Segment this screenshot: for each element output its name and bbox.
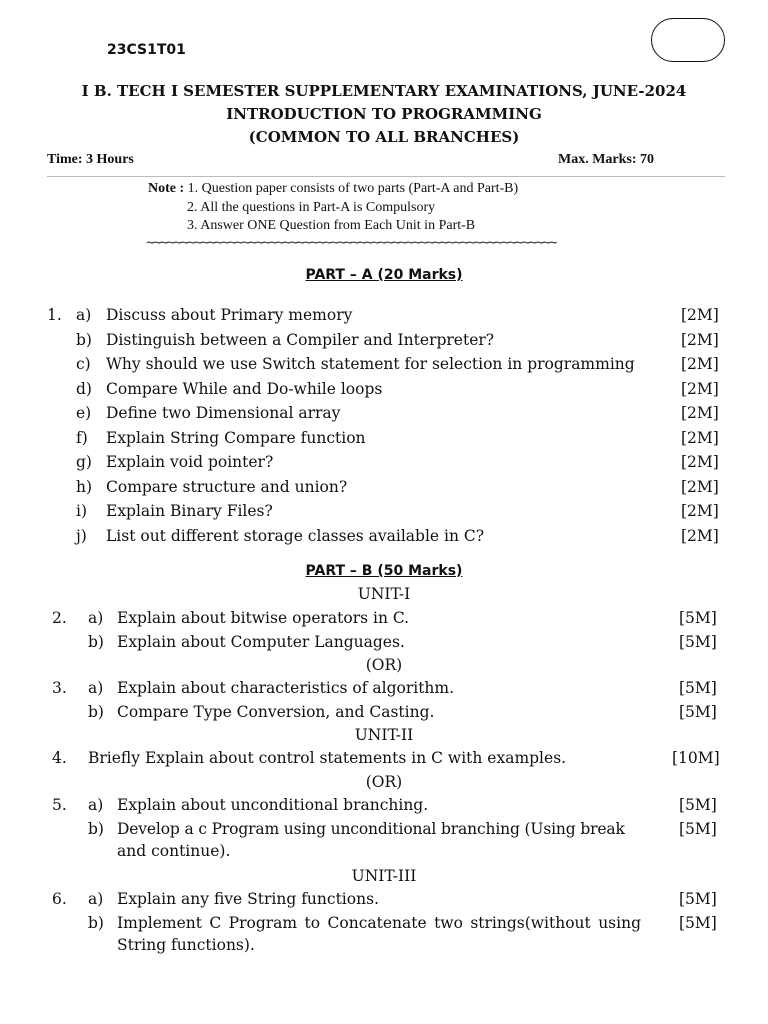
q5b-text-line-1: Develop a c Program using unconditional branching (Using break xyxy=(117,820,625,838)
q1-sub-label: a) xyxy=(76,306,92,324)
q1-sub-question-text: Distinguish between a Compiler and Interpreter? xyxy=(106,330,495,349)
q1-sub-marks: [2M] xyxy=(681,453,719,471)
note-text-1: 1. Question paper consists of two parts (Part-A and Part-B) xyxy=(187,181,519,196)
max-marks: Max. Marks: 70 xyxy=(558,152,655,167)
part-a-heading: PART – A (20 Marks) xyxy=(305,267,463,283)
q6b-text-line-1: Implement C Program to Concatenate two strings(without using xyxy=(117,914,641,932)
q6b-label: b) xyxy=(88,914,104,932)
or-divider-2: (OR) xyxy=(365,773,403,791)
q6b-text-line-2: String functions). xyxy=(117,936,255,954)
branch-note: (COMMON TO ALL BRANCHES) xyxy=(248,128,520,146)
q6b-marks: [5M] xyxy=(679,914,717,932)
roll-number-box xyxy=(651,18,725,62)
q1-sub-label: c) xyxy=(76,355,91,373)
q6a-text: Explain any five String functions. xyxy=(117,890,379,908)
q1-sub-marks: [2M] xyxy=(681,404,719,422)
q1-sub-marks: [2M] xyxy=(681,379,719,398)
unit-2-heading: UNIT-II xyxy=(354,726,414,744)
question-5-number: 5. xyxy=(52,796,67,814)
q3a-label: a) xyxy=(88,679,104,697)
q1-sub-question-text: Compare structure and union? xyxy=(106,477,348,496)
note-label: Note : xyxy=(148,181,185,196)
q5a-label: a) xyxy=(88,796,104,814)
q5a-marks: [5M] xyxy=(679,796,717,814)
q5b-label: b) xyxy=(88,820,104,838)
unit-3-heading: UNIT-III xyxy=(351,867,417,885)
q5b-text-line-2: and continue). xyxy=(117,842,231,860)
q6a-label: a) xyxy=(88,890,104,908)
q1-sub-marks: [2M] xyxy=(681,502,719,520)
part-b-heading: PART – B (50 Marks) xyxy=(305,563,463,579)
header-divider xyxy=(47,176,725,177)
q2b-label: b) xyxy=(88,633,104,651)
q1-sub-marks: [2M] xyxy=(681,355,719,373)
q2b-marks: [5M] xyxy=(679,633,717,651)
q1-sub-label: g) xyxy=(76,453,92,471)
q1-sub-question-text: Explain String Compare function xyxy=(106,428,366,447)
q2a-label: a) xyxy=(88,609,104,627)
instructions-line-2: 2. All the questions in Part-A is Compulsory xyxy=(187,200,436,215)
question-6-number: 6. xyxy=(52,890,67,908)
q1-sub-marks: [2M] xyxy=(681,428,719,447)
q3a-marks: [5M] xyxy=(679,679,717,697)
question-4-number: 4. xyxy=(52,749,67,767)
question-2-number: 2. xyxy=(52,609,67,627)
q2a-marks: [5M] xyxy=(679,609,717,627)
q5b-marks: [5M] xyxy=(679,820,717,838)
or-divider-1: (OR) xyxy=(365,656,403,674)
q4-text: Briefly Explain about control statements in C with examples. xyxy=(88,749,567,767)
q1-sub-question-text: List out different storage classes available in C? xyxy=(106,526,485,545)
q6a-marks: [5M] xyxy=(679,890,717,908)
q1-sub-label: d) xyxy=(76,379,92,398)
q3b-marks: [5M] xyxy=(679,703,717,721)
q1-sub-question-text: Define two Dimensional array xyxy=(106,404,341,422)
unit-1-heading: UNIT-I xyxy=(357,585,411,603)
instructions-line-3: 3. Answer ONE Question from Each Unit in Part-B xyxy=(187,218,476,233)
q1-sub-label: e) xyxy=(76,404,92,422)
subject-code: 23CS1T01 xyxy=(107,42,186,58)
exam-duration: Time: 3 Hours xyxy=(47,152,134,167)
question-3-number: 3. xyxy=(52,679,67,697)
exam-title: I B. TECH I SEMESTER SUPPLEMENTARY EXAMINATIONS, JUNE-2024 xyxy=(81,82,687,100)
tilde-separator: ~~~~~~~~~~~~~~~~~~~~~~~~~~~~~~~~~~~~~~~~~~~~~~~~~~~~~~~~~~~~ xyxy=(146,235,556,251)
q3b-label: b) xyxy=(88,703,104,721)
q2a-text: Explain about bitwise operators in C. xyxy=(117,609,410,627)
q1-sub-label: f) xyxy=(76,428,88,447)
q1-sub-marks: [2M] xyxy=(681,330,719,349)
q1-sub-marks: [2M] xyxy=(681,526,719,545)
instructions-line-1 xyxy=(148,181,518,197)
q1-sub-question-text: Explain void pointer? xyxy=(106,453,274,471)
q1-sub-label: h) xyxy=(76,477,93,496)
question-1-number: 1. xyxy=(47,306,62,324)
course-title: INTRODUCTION TO PROGRAMMING xyxy=(226,105,542,123)
q4-marks: [10M] xyxy=(672,749,720,767)
q3b-text: Compare Type Conversion, and Casting. xyxy=(117,703,435,721)
q1-sub-label: b) xyxy=(76,330,92,349)
q1-sub-marks: [2M] xyxy=(681,306,719,324)
q2b-text: Explain about Computer Languages. xyxy=(117,633,405,651)
q1-sub-label: i) xyxy=(76,502,88,520)
q1-sub-question-text: Discuss about Primary memory xyxy=(106,306,353,324)
q3a-text: Explain about characteristics of algorithm. xyxy=(117,679,455,697)
q1-sub-question-text: Why should we use Switch statement for selection in programming xyxy=(106,355,635,373)
q1-sub-question-text: Compare While and Do-while loops xyxy=(106,379,383,398)
q1-sub-question-text: Explain Binary Files? xyxy=(106,502,273,520)
q5a-text: Explain about unconditional branching. xyxy=(117,796,429,814)
q1-sub-marks: [2M] xyxy=(681,477,719,496)
q1-sub-label: j) xyxy=(76,526,87,545)
